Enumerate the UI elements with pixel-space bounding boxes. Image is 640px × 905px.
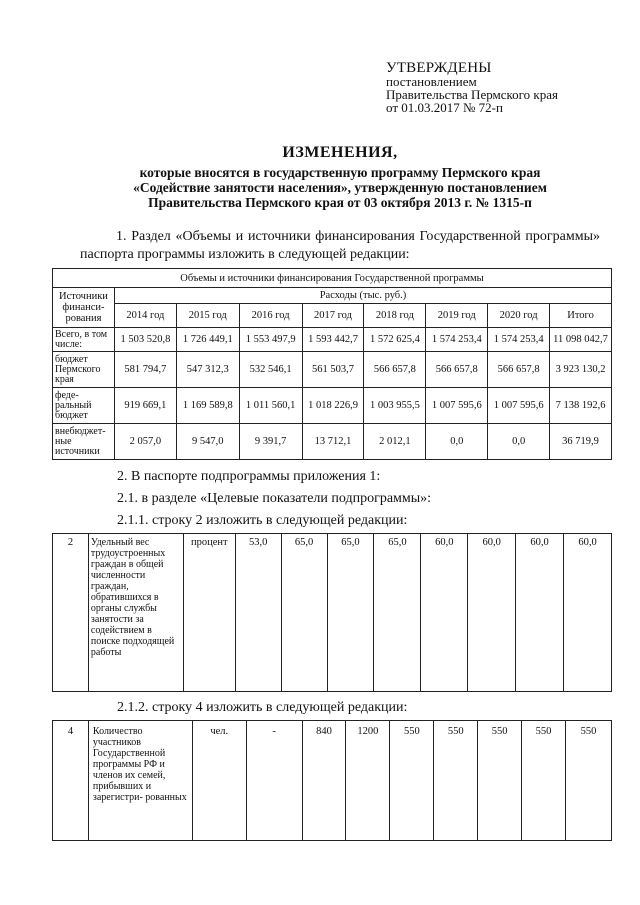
approval-line-3: Правительства Пермского края [386, 87, 558, 102]
cell-value: 0,0 [426, 424, 488, 460]
paragraph-1: 1. Раздел «Объемы и источники финансирования Государственной программы» паспорта программы изложить в следующей редакции: [80, 229, 600, 262]
unit: процент [183, 534, 235, 692]
year-header: 2014 год [114, 304, 176, 328]
year-header: 2017 год [302, 304, 364, 328]
cell-value: 550 [566, 721, 612, 841]
row-label: Всего, в том числе: [53, 328, 115, 352]
paragraph-2: 2. В паспорте подпрограммы приложения 1: [117, 469, 381, 484]
approval-line-4: от 01.03.2017 № 72-п [386, 100, 503, 115]
cell-value: 9 391,7 [239, 424, 302, 460]
cell-value: 60,0 [516, 534, 564, 692]
year-header: 2015 год [176, 304, 239, 328]
row-label: бюджет Пермского края [53, 352, 115, 388]
subtitle-line-1: которые вносятся в государственную программу Пермского края [139, 165, 541, 180]
cell-value: 60,0 [468, 534, 516, 692]
cell-value: 36 719,9 [550, 424, 612, 460]
cell-value: 550 [434, 721, 478, 841]
cell-value: 1 503 520,8 [114, 328, 176, 352]
paragraph-2-1-2: 2.1.2. строку 4 изложить в следующей редакции: [117, 700, 408, 715]
cell-value: 581 794,7 [114, 352, 176, 388]
cell-value: 919 669,1 [114, 388, 176, 424]
document-subtitle [60, 165, 620, 210]
cell-value: 1 007 595,6 [426, 388, 488, 424]
cell-value: 550 [478, 721, 522, 841]
cell-value: 11 098 042,7 [550, 328, 612, 352]
approval-line-1: УТВЕРЖДЕНЫ [386, 60, 492, 76]
cell-value: 1 003 955,5 [364, 388, 426, 424]
cell-value: 550 [522, 721, 566, 841]
cell-value: 1 553 497,9 [239, 328, 302, 352]
cell-value: 0,0 [488, 424, 550, 460]
cell-value: 65,0 [281, 534, 327, 692]
cell-value: 2 057,0 [114, 424, 176, 460]
cell-value: 7 138 192,6 [550, 388, 612, 424]
table-row [53, 721, 612, 841]
cell-value: 547 312,3 [176, 352, 239, 388]
col-header-expenses: Расходы (тыс. руб.) [114, 288, 611, 304]
cell-value: 1 726 449,1 [176, 328, 239, 352]
cell-value: 566 657,8 [364, 352, 426, 388]
cell-value: 566 657,8 [488, 352, 550, 388]
cell-value: 9 547,0 [176, 424, 239, 460]
cell-value: 65,0 [374, 534, 421, 692]
document-title: ИЗМЕНЕНИЯ, [282, 144, 398, 161]
cell-value: - [246, 721, 302, 841]
cell-value: 1 574 253,4 [488, 328, 550, 352]
cell-value: 1 169 589,8 [176, 388, 239, 424]
cell-value: 550 [390, 721, 434, 841]
year-header: 2016 год [239, 304, 302, 328]
cell-value: 1 574 253,4 [426, 328, 488, 352]
cell-value: 60,0 [421, 534, 468, 692]
cell-value: 840 [302, 721, 346, 841]
year-header: 2018 год [364, 304, 426, 328]
subtitle-line-2: «Содействие занятости населения», утвержденную постановлением [133, 180, 547, 195]
cell-value: 1 572 625,4 [364, 328, 426, 352]
cell-value: 566 657,8 [426, 352, 488, 388]
indicator-table-row-4 [52, 720, 612, 841]
cell-value: 1 018 226,9 [302, 388, 364, 424]
financing-table-caption: Объемы и источники финансирования Государственной программы [53, 269, 612, 288]
cell-value: 53,0 [235, 534, 281, 692]
table-row [53, 534, 612, 692]
row-label: внебюджет- ные источники [53, 424, 115, 460]
table-row [53, 352, 612, 388]
indicator-table-row-2 [52, 533, 612, 692]
cell-value: 13 712,1 [302, 424, 364, 460]
table-row [53, 328, 612, 352]
unit: чел. [192, 721, 246, 841]
paragraph-2-1-1: 2.1.1. строку 2 изложить в следующей редакции: [117, 513, 408, 528]
cell-value: 3 923 130,2 [550, 352, 612, 388]
cell-value: 1 011 560,1 [239, 388, 302, 424]
row-number: 2 [53, 534, 89, 692]
subtitle-line-3: Правительства Пермского края от 03 октября 2013 г. № 1315-п [148, 195, 532, 210]
year-header: Итого [550, 304, 612, 328]
row-number: 4 [53, 721, 89, 841]
cell-value: 1 593 442,7 [302, 328, 364, 352]
cell-value: 1 007 595,6 [488, 388, 550, 424]
approval-line-2: постановлением [386, 74, 477, 89]
cell-value: 60,0 [564, 534, 612, 692]
indicator-description: Количество участников Государственной программы РФ и членов их семей, прибывших и зарегистри- рованных [88, 721, 192, 841]
col-header-source: Источники финанси- рования [53, 288, 115, 328]
table-row [53, 424, 612, 460]
approval-stamp [386, 62, 626, 114]
year-header: 2019 год [426, 304, 488, 328]
cell-value: 1200 [346, 721, 390, 841]
indicator-description: Удельный вес трудоустроенных граждан в общей численности граждан, обратившихся в органы службы занятости за содействием в поиске подходящей работы [88, 534, 183, 692]
year-header: 2020 год [488, 304, 550, 328]
financing-table [52, 268, 612, 460]
cell-value: 532 546,1 [239, 352, 302, 388]
table-row [53, 388, 612, 424]
cell-value: 65,0 [327, 534, 374, 692]
cell-value: 561 503,7 [302, 352, 364, 388]
cell-value: 2 012,1 [364, 424, 426, 460]
row-label: феде- ральный бюджет [53, 388, 115, 424]
paragraph-2-1: 2.1. в разделе «Целевые показатели подпрограммы»: [117, 491, 432, 506]
